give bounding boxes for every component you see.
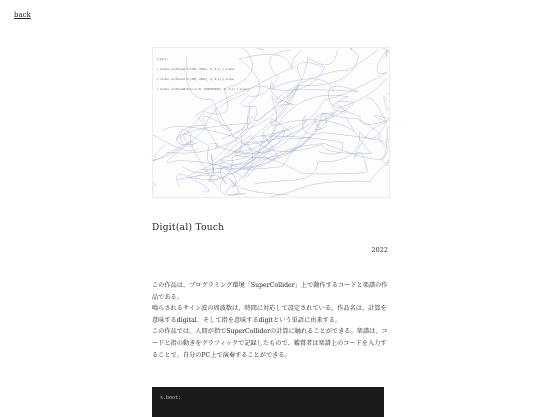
work-title: Digit(al) Touch	[152, 223, 225, 233]
finger-trace-line	[227, 179, 289, 195]
code-block-line: s.boot;	[160, 395, 182, 401]
work-year: 2022	[371, 246, 388, 254]
description-paragraph: この作品では、人間が指でSuperColliderの計算に触れることができる。楽譜は、コードと指の動きをグラフィックで記録したもので、鑑賞者は楽譜上のコードを入力することで、自分のPC上で演奏することができる。	[152, 328, 388, 359]
description-paragraph: この作品は、プログラミング環境「SuperCollider」上で動作するコードと楽譜の作品である。	[152, 282, 388, 301]
score-code-line: s.boot;	[157, 57, 168, 61]
finger-trace-line	[162, 116, 387, 153]
finger-trace-line	[177, 129, 236, 195]
code-block[interactable]	[152, 387, 384, 417]
score-artwork	[152, 47, 390, 198]
description-paragraph: 鳴らされるサイン波の周波数は、時間に対応して設定されている。作品名は、計算を意味するdigital、そして指を意味するdigitという単語に由来する。	[152, 305, 387, 324]
score-code-line: { SinOsc.ar(MouseY.kr(200, 2000), 0, 0.1) }.scope;	[157, 78, 236, 82]
back-link[interactable]: back	[14, 11, 31, 19]
finger-trace-line	[189, 137, 311, 192]
score-code-line: { SinOsc.ar(MouseButton.kr(0, 1000000000), 0, 0.1) }.scope;	[157, 88, 250, 92]
work-description	[152, 280, 390, 361]
score-code-overlay	[157, 51, 249, 99]
finger-trace-line	[245, 120, 390, 197]
score-code-line: { SinOsc.ar(MouseX.kr(200, 2000), 0, 0.1) }.scope;	[157, 68, 236, 72]
finger-trace-line	[255, 116, 387, 184]
finger-trace-line	[247, 97, 389, 178]
